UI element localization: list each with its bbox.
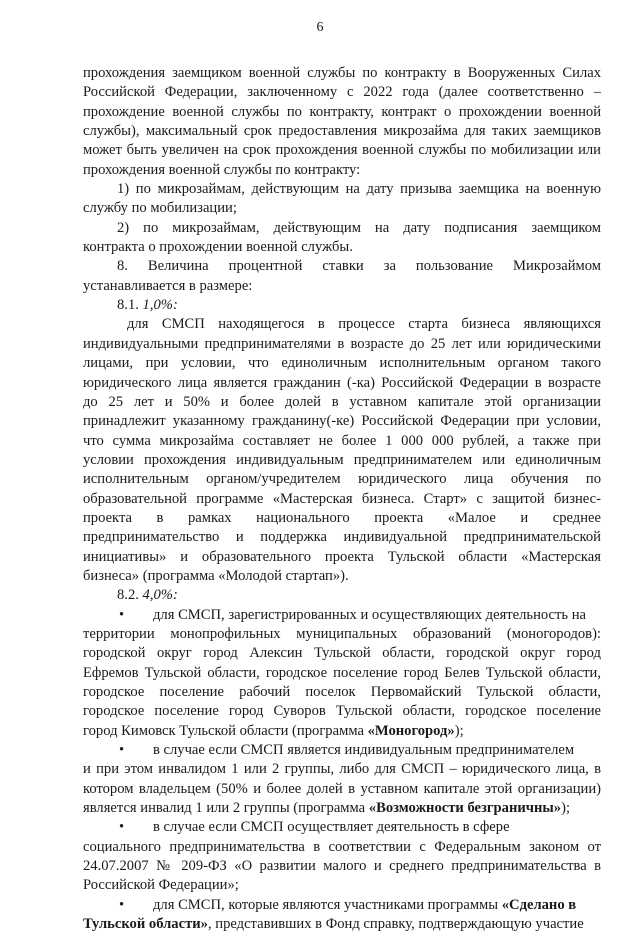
bullet-icon: •	[119, 896, 125, 913]
text-line: службу по мобилизации;	[83, 200, 237, 217]
text-line: котором владельцем (50% и более долей в уставном капитале этой организации)	[83, 780, 601, 797]
text-line: Ефремов Тульской области, городское поселение город Белев Тульской области,	[83, 664, 601, 681]
text-line: 2) по микрозаймам, действующим на дату подписания заемщиком	[117, 219, 601, 236]
text-line: принадлежит указанному гражданину(-ке) Российской Федерации при условии,	[83, 413, 601, 430]
interest-rate: 4,0%:	[142, 587, 178, 604]
text-fragment: );	[454, 722, 464, 739]
text-line: прохождения заемщиком военной службы по контракту в Вооруженных Силах	[83, 65, 601, 81]
text-fragment: , представивших в Фонд справку, подтверждающую участие	[207, 916, 584, 933]
text-line: что сумма микрозайма составляет не более 1 000 000 рублей, а также при	[83, 432, 601, 449]
interest-rate: 1,0%:	[142, 297, 178, 314]
text-line: исполнительным органом/учредителем юридического лица обучения по	[83, 471, 601, 488]
text-line: контракта о прохождении военной службы.	[83, 239, 353, 256]
text-line: службы), максимальный срок предоставления микрозайма для таких заемщиков	[83, 123, 601, 140]
text-line: индивидуальными предпринимателями в возрасте до 25 лет или юридическими	[83, 335, 601, 352]
text-line: территории монопрофильных муниципальных образований (моногородов):	[83, 625, 601, 642]
text-line: лицами, при условии, что единоличным исполнительным органом такого	[83, 355, 601, 372]
text-line: Российской Федерации, заключенному с 2022 года (далее соответственно –	[83, 84, 601, 101]
text-line: проекта в рамках национального проекта «Малое и среднее	[83, 509, 601, 526]
bullet-icon: •	[119, 606, 125, 623]
subsection-heading	[83, 586, 601, 605]
text-line: может быть увеличен на срок прохождения военной службы по мобилизации или	[83, 142, 601, 159]
text-line: в случае если СМСП осуществляет деятельность в сфере	[153, 819, 510, 836]
text-line: устанавливается в размере:	[83, 277, 253, 294]
text-fragment: );	[561, 800, 571, 817]
text-line: социального предпринимательства в соответствии с Федеральным законом от	[83, 838, 601, 855]
program-name: «Возможности безграничны»	[368, 800, 562, 817]
text-line: до 25 лет и 50% и более долей в уставном капитале этой организации	[83, 393, 601, 410]
text-fragment: является инвалид 1 или 2 группы (программа	[83, 800, 369, 817]
text-line: бизнеса» (программа «Молодой стартап»).	[83, 567, 349, 584]
text-line: городское поселение город Суворов Тульской области, городское поселение	[83, 703, 601, 720]
text-line: для СМСП, зарегистрированных и осуществляющих деятельность на	[153, 606, 586, 623]
bullet-icon: •	[119, 742, 125, 759]
text-line: инициативы» и образовательного проекта Тульской области «Мастерская	[83, 548, 601, 565]
bullet-line	[83, 606, 601, 625]
subsection-number: 8.1.	[117, 297, 143, 314]
subsection-number: 8.2.	[117, 587, 143, 604]
text-line: 8. Величина процентной ставки за пользование Микрозаймом	[117, 258, 601, 275]
program-name: Тульской области»	[83, 916, 208, 933]
text-line: для СМСП находящегося в процессе старта бизнеса являющихся	[127, 316, 601, 333]
text-line: городской округ город Алексин Тульской области, городской округ город	[83, 645, 601, 662]
text-line: юридического лица является гражданин (-ка) Российской Федерации в возрасте	[83, 374, 601, 391]
text-line: Российской Федерации»;	[83, 877, 239, 894]
text-line: прохождение военной службы по контракту, контракт о прохождении военной	[83, 103, 601, 120]
text-line: образовательной программе «Мастерская бизнеса. Старт» с защитой бизнес-	[83, 490, 601, 507]
page-number: 6	[316, 20, 324, 35]
text-line: городское поселение рабочий поселок Первомайский Тульской области,	[83, 684, 601, 700]
program-name: «Сделано в	[501, 896, 577, 913]
subsection-heading	[83, 296, 601, 315]
text-line	[83, 799, 601, 818]
text-line: 24.07.2007 № 209-ФЗ «О развитии малого и среднего предпринимательства в	[83, 858, 601, 875]
text-line: и при этом инвалидом 1 или 2 группы, либо для СМСП – юридического лица, в	[83, 761, 601, 778]
bullet-line	[83, 896, 601, 915]
program-name: «Моногород»	[367, 722, 455, 739]
text-fragment: для СМСП, которые являются участниками программы	[153, 896, 502, 913]
text-fragment: город Кимовск Тульской области (программа	[83, 722, 368, 739]
text-line: условии прохождения индивидуальным предпринимателем или единоличным	[83, 451, 601, 468]
text-line: прохождения военной службы по контракту:	[83, 161, 361, 178]
bullet-line	[83, 741, 601, 760]
bullet-icon: •	[119, 819, 125, 836]
text-line	[83, 915, 601, 934]
text-line	[83, 722, 601, 741]
text-line: 1) по микрозаймам, действующим на дату призыва заемщика на военную	[117, 181, 601, 198]
text-line: в случае если СМСП является индивидуальным предпринимателем	[153, 742, 575, 759]
text-line: предпринимательство и поддержка индивидуальной предпринимательской	[83, 529, 601, 546]
document-body	[83, 64, 601, 934]
bullet-line	[83, 818, 601, 837]
